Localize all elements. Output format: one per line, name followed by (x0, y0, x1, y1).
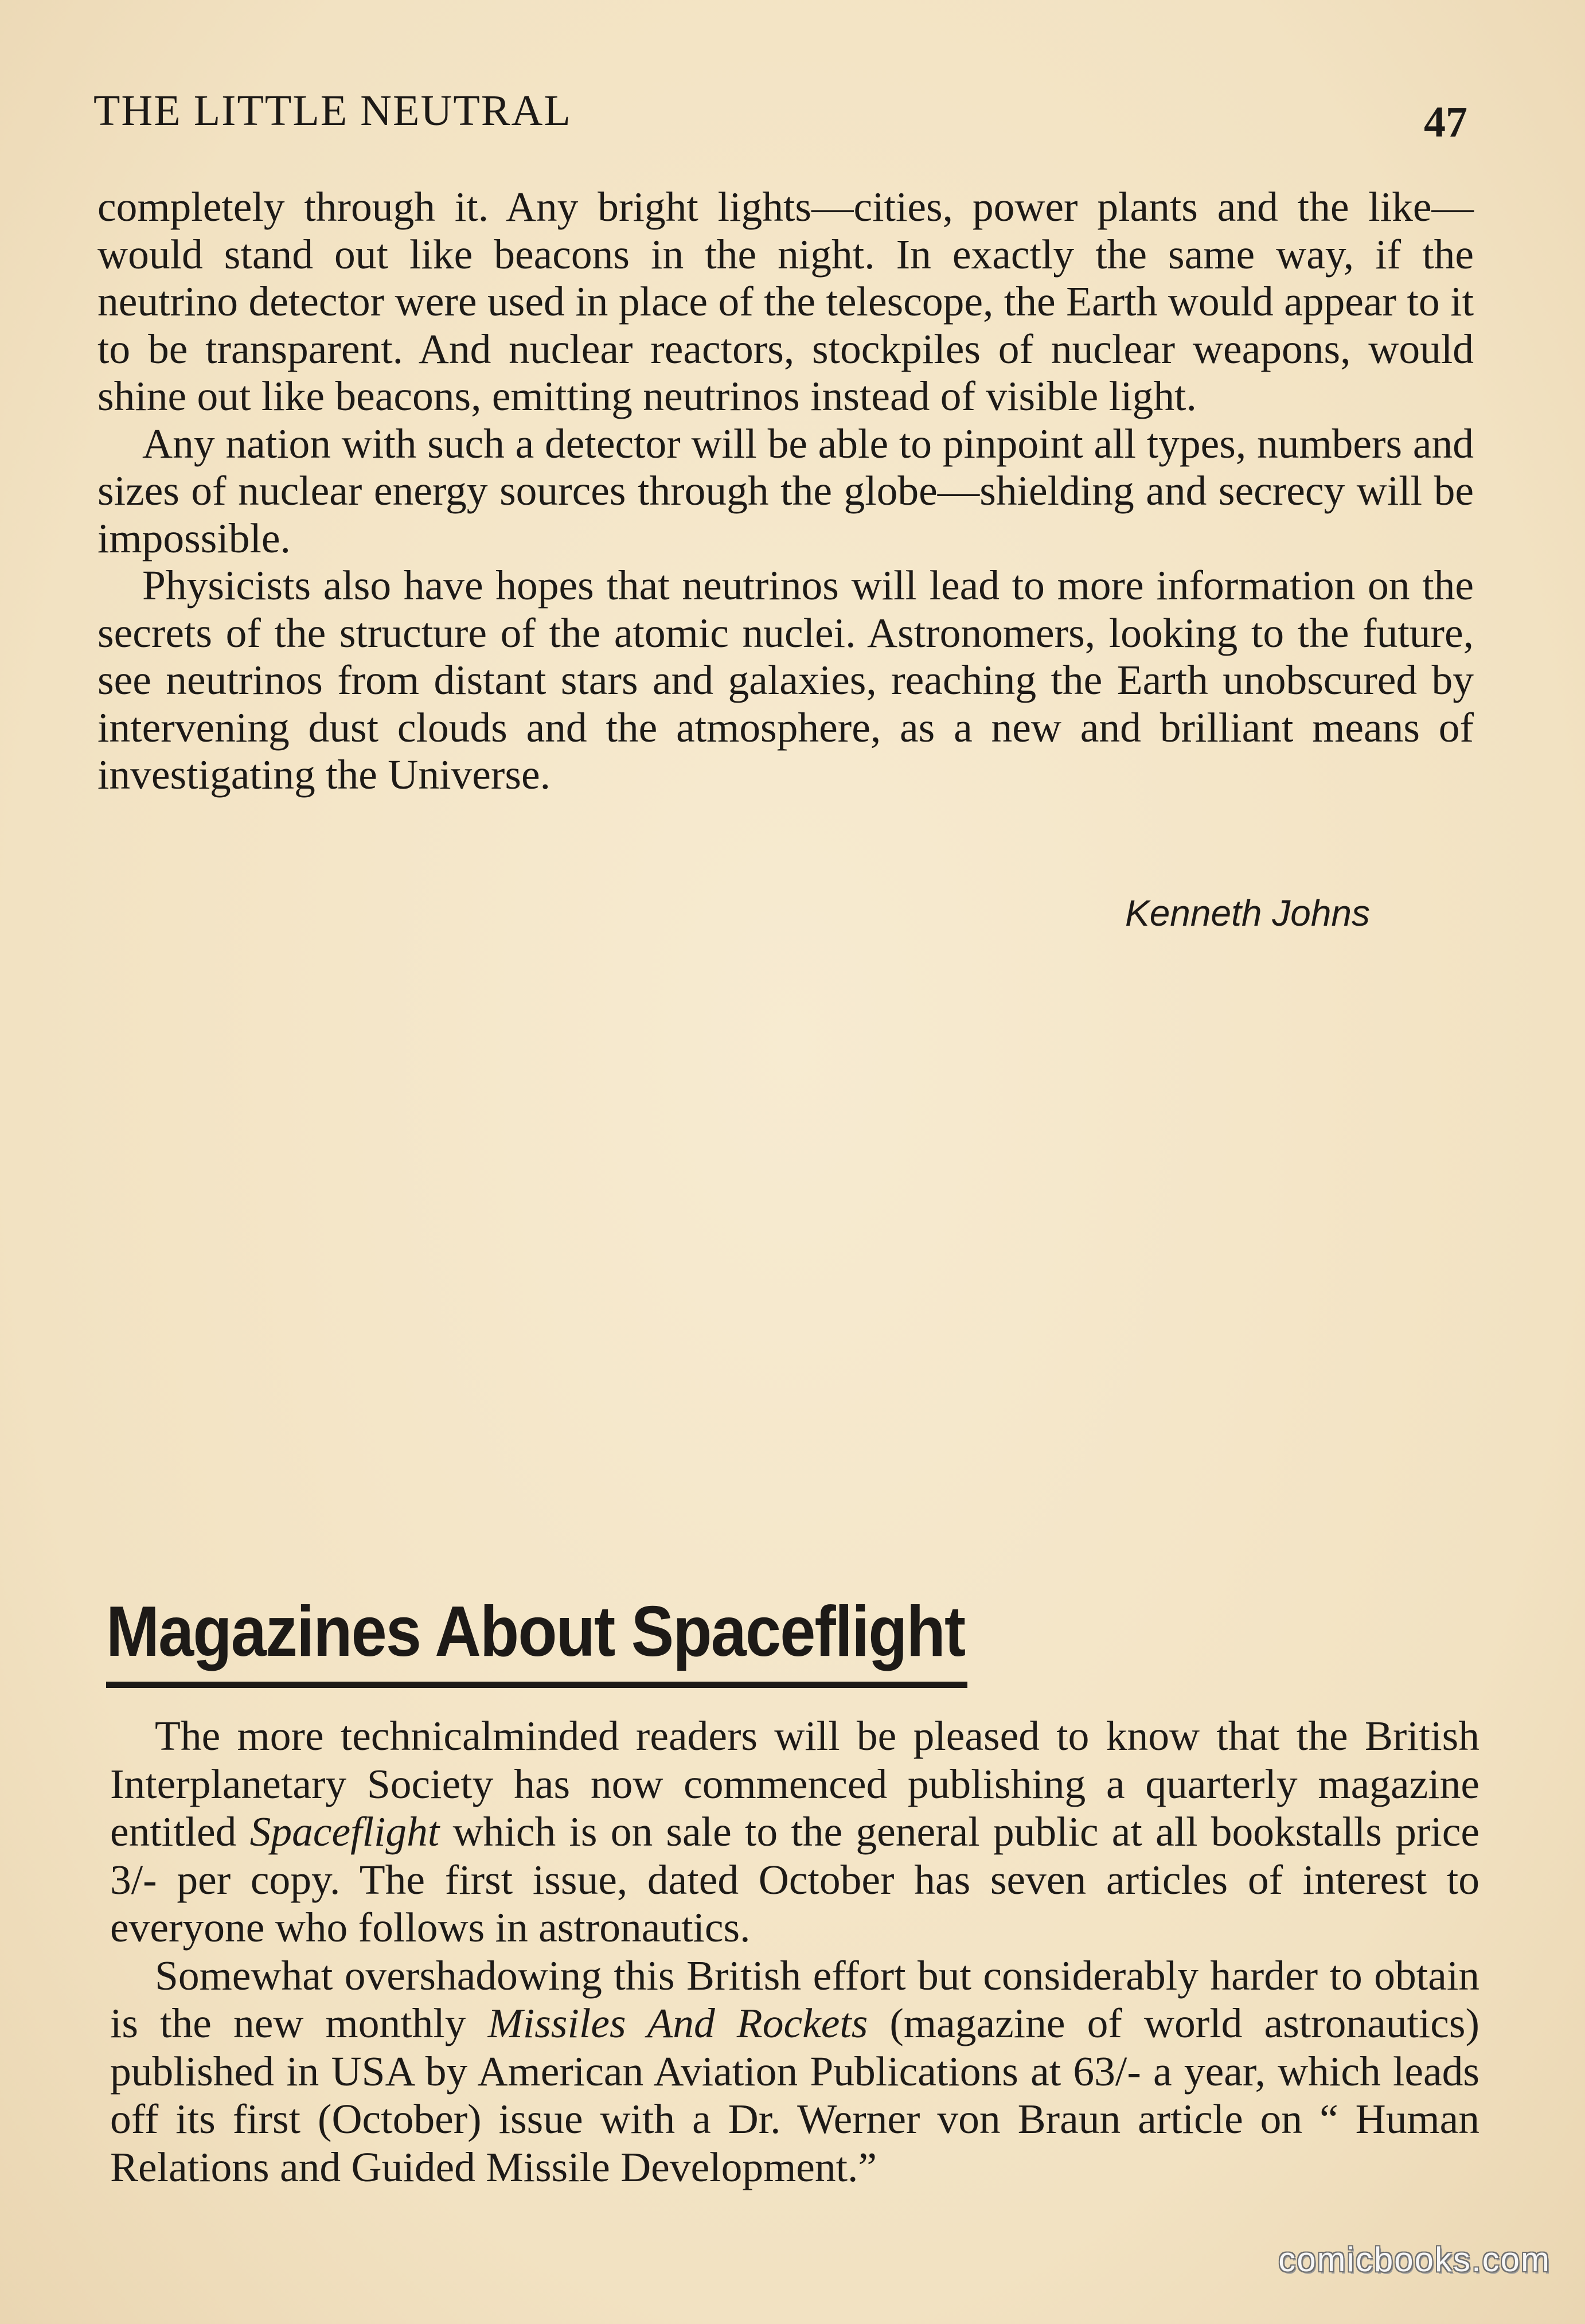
magazine-title-missiles-and-rockets: Missiles And Rockets (487, 2000, 868, 2046)
section-heading: Magazines About Spaceflight (106, 1592, 965, 1671)
article-paragraph: Physicists also have hopes that neutrinos will lead to more information on the secrets of the structure of the atomic nuclei. Astronomers, looking to the future, see neutrinos from distant stars and galaxies, reaching the Earth unobscured by intervening dust clouds and the atmosphere, as a new and brilliant means of investigating the Universe. (97, 562, 1474, 798)
watermark: comicbooks.com (1278, 2240, 1551, 2279)
page-number: 47 (1424, 98, 1467, 146)
article-body (97, 184, 1474, 799)
section-paragraph (110, 1952, 1479, 2192)
section-body (110, 1712, 1479, 2191)
section-paragraph (110, 1712, 1479, 1952)
paragraph-text: Somewhat overshadowing this British effort but considerably harder to obtain is the new monthly (110, 1952, 1479, 2046)
paragraph-text: (magazine of world astronautics) published in USA by American Aviation Publications at 63/- a year, which leads off its first (October) issue with a Dr. Werner von Braun article on “ Human Relations and Guided Missile Development.” (110, 2000, 1479, 2190)
heading-underline (106, 1682, 967, 1688)
article-paragraph: completely through it. Any bright lights—cities, power plants and the like—would stand out like beacons in the night. In exactly the same way, if the neutrino detector were used in place of the telescope, the Earth would appear to it to be transparent. And nuclear reactors, stockpiles of nuclear weapons, would shine out like beacons, emitting neutrinos instead of visible light. (97, 184, 1474, 419)
magazine-title-spaceflight: Spaceflight (249, 1808, 440, 1855)
author-signature: Kenneth Johns (1125, 892, 1370, 934)
running-head: THE LITTLE NEUTRAL (93, 87, 572, 135)
paragraph-text: which is on sale to the general public at all bookstalls price 3/- per copy. The first issue, dated October has seven articles of interest to everyone who follows in astronautics. (110, 1808, 1479, 1951)
paragraph-text: The more technicalminded readers will be pleased to know that the British Interplanetary Society has now commenced publishing a quarterly magazine entitled (110, 1713, 1479, 1855)
article-paragraph: Any nation with such a detector will be able to pinpoint all types, numbers and sizes of nuclear energy sources through the globe—shielding and secrecy will be impossible. (97, 420, 1474, 561)
